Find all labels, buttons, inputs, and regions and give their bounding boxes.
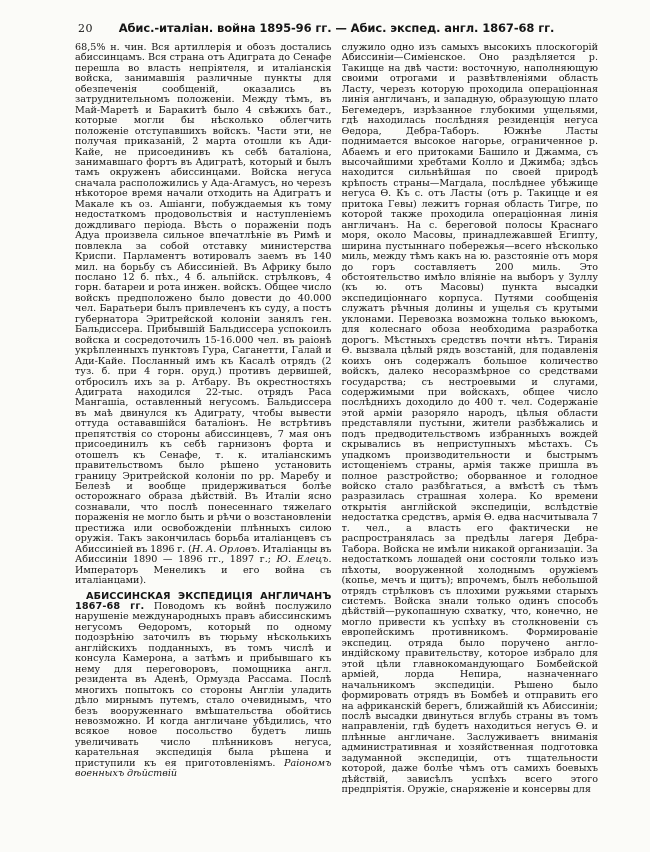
text-segment: Ю. Елецъ. xyxy=(276,554,332,566)
text-segment: Италіанцы въ Абиссиніи 1890 — 1896 гг., 1897 г.; xyxy=(75,543,332,566)
page-content xyxy=(75,43,598,795)
text-segment: Императоръ Менеликъ и его война съ италіанцами). xyxy=(75,564,332,587)
paragraph xyxy=(75,43,332,587)
paragraph xyxy=(75,592,332,780)
text-segment: Поводомъ къ войнѣ послужило нарушеніе международныхъ правъ абиссинскимъ негусомъ Ѳедоромъ, который по одному подозрѣнію заточилъ въ тюрьму нѣсколькихъ англійскихъ подданныхъ, въ томъ числѣ и консула Камерона, а затѣмъ и прибывшаго къ нему для переговоровъ, помощника англ. резидента въ Аденѣ, Ормузда Рассама. Послѣ многихъ попытокъ со стороны Англіи уладить дѣло мирнымъ путемъ, стало очевиднымъ, что безъ вооруженнаго вмѣшательства обойтись невозможно. И когда англичане убѣдились, что всякое новое посольство будетъ лишь увеличивать число плѣнниковъ негуса, карательная экспедиція была рѣшена и приступили къ ея приготовленіямъ. xyxy=(75,601,332,769)
page-number: 20 xyxy=(78,22,93,35)
running-head xyxy=(75,21,598,37)
text-segment: АБИССИНСКАЯ ЭКСПЕДИЦІЯ АНГЛИЧАНЪ 1867-68 гг. xyxy=(75,590,332,613)
left-column xyxy=(75,43,332,795)
text-segment: Раіономъ военныхъ дѣйствій xyxy=(75,757,332,780)
text-segment: Н. А. Орловъ. xyxy=(191,543,261,555)
page-header-title: Абис.-италіан. война 1895-96 гг. — Абис. экспед. англ. 1867-68 гг. xyxy=(118,21,555,35)
right-column xyxy=(342,43,599,795)
text-segment: служило одно изъ самыхъ высокихъ плоскогорій Абиссиніи—Симіенское. Оно раздѣляется р. Такицце на двѣ части: восточную, наполняющую своими отрогами и развѣтвленіями область Ласту, черезъ которую проходила операціонная линія англичанъ, и западную, образующую плато Бегемедеръ, изрѣзанное глубокими ущельями, гдѣ находилась послѣдняя резиденція негуса Ѳедора, Дебра-Таборъ. Южнѣе Ласты поднимается высокое нагорье, ограниченное р. Абаемъ и его притоками Башило и Джамма, съ высочайшими хребтами Колло и Джимба; здѣсь находится сильнѣйшая по своей природѣ крѣпость страны—Магдала, послѣднее убѣжище негуса Ѳ. Къ с. отъ Ласты (отъ р. Такицце и ея притока Гевы) лежитъ горная область Тигре, по которой также проходила операціонная линія англичанъ. На с. береговой полосы Краснаго моря, около Масовы, принадлежавшей Египту, ширина пустыннаго побережья—всего нѣсколько миль, между тѣмъ какъ на ю. разстояніе отъ моря до горъ составляетъ 200 миль. Это обстоятельство имѣло вліяніе на выборъ у Зуллу (къ ю. отъ Масовы) пункта высадки экспедиціоннаго корпуса. Путями сообщенія служатъ рѣчныя долины и ущелья съ крутыми уклонами. Перевозка возможна только вьюкомъ, для колеснаго обоза необходима разработка дорогъ. Мѣстныхъ средствъ почти нѣтъ. Тиранія Ѳ. вызвала цѣлый рядъ возстаній, для подавленія коихъ онъ содержалъ большое количество войскъ, далеко несоразмѣрное со средствами государства; съ нестроевыми и слугами, содержимыми при войскахъ, общее число послѣднихъ доходило до 400 т. чел. Содержаніе этой арміи разоряло народъ, цѣлыя области представляли пустыни, жители разбѣжались и подъ предводительствомъ избранныхъ вождей скрывались въ неприступныхъ мѣстахъ. Съ упадкомъ производительности и быстрымъ истощеніемъ страны, армія также пришла въ полное разстройство; оборванное и голодное войско стало разбѣгаться, а вмѣстѣ съ тѣмъ разразилась страшная холера. Ко времени открытія англійской экспедиціи, вслѣдствіе недостатка средствъ, армія Ѳ. едва насчитывала 7 т. чел., а власть его фактически не распространялась за предѣлы лагеря Дебра-Табора. Войска не имѣли никакой организаціи. За недостаткомъ лошадей они состояли только изъ пѣхоты, вооруженной холоднымъ оружіемъ (копье, мечъ и щитъ); впрочемъ, былъ небольшой отрядъ стрѣлковъ съ плохими ружьями старыхъ системъ. Войска знали только одинъ способъ дѣйствій—рукопашную схватку, что, конечно, не могло привести къ успѣху въ столкновеніи съ европейскимъ противникомъ. Формированіе экспедиц. отряда было поручено англо-индійскому правительству, которое избрало для этой цѣли главнокомандующаго Бомбейской арміей, лорда Непира, назначеннаго начальникомъ экспедиціи. Рѣшено было формировать отрядъ въ Бомбеѣ и отправить его на африканскій берегъ, ближайшій къ Абиссиніи; послѣ высадки двинуться вглубь страны въ томъ направленіи, гдѣ будетъ находиться негусъ Ѳ. и плѣнные англичане. Заслуживаетъ вниманія административная и хозяйственная подготовка задуманной экспедиціи, отъ тщательности которой, даже болѣе чѣмъ отъ самихъ боевыхъ дѣйствій, зависѣлъ успѣхъ всего этого предпріятія. Оружіе, снаряженіе и консервы для xyxy=(341,43,598,795)
paragraph xyxy=(342,43,599,795)
text-segment: 68,5% н. чин. Вся артиллерія и обозъ достались абиссинцамъ. Вся страна отъ Адиграта до Сенафе перешла во власть непріятеля, и италіанскія войска, занимавшія различные пункты для обезпеченія сообщеній, оказались въ затруднительномъ положеніи. Между тѣмъ, въ Май-Маретѣ и Баракитѣ было 4 свѣжихъ бат., которые могли бы нѣсколько облегчить положеніе отступавшихъ войскъ. Части эти, не получая приказаній, 2 марта отошли къ Ади-Кайе, не присоединивъ къ себѣ баталіона, занимавшаго фортъ въ Адигратѣ, который и былъ тамъ окруженъ абиссинцами. Войска негуса сначала расположились у Ада-Агамусъ, но черезъ нѣкоторое время начали отходить на Адигратъ и Макале къ оз. Ашіанги, побуждаемыя къ тому недостаткомъ продовольствія и наступленіемъ дождливаго періода. Вѣсть о пораженіи подъ Адуа произвела сильное впечатлѣніе въ Римѣ и повлекла за собой отставку министерства Криспи. Парламентъ вотировалъ заемъ въ 140 мил. на борьбу съ Абиссиніей. Въ Африку было послано 12 б. пѣх., 4 б. альпійск. стрѣлковъ, 4 горн. батареи и рота инжен. войскъ. Общее число войскъ предположено было довести до 40.000 чел. Баратьери былъ привлеченъ къ суду, а постъ губернатора Эритрейской колоніи занялъ ген. Бальдиссера. Прибывшій Бальдиссера успокоилъ войска и сосредоточилъ 15-16.000 чел. въ раіонѣ укрѣпленныхъ пунктовъ Гура, Саганетти, Галай и Ади-Кайе. Посланный имъ къ Касалѣ отрядъ (2 туз. б. при 4 горн. оруд.) противъ дервишей, отбросилъ ихъ за р. Атбару. Въ окрестностяхъ Адиграта находился 22-тыс. отрядъ Раса Мангашіа, оставленный негусомъ. Бальдиссера въ маѣ двинулся къ Адиграту, чтобы вывести оттуда остававшійся баталіонъ. Не встрѣтивъ препятствія со стороны абиссинцевъ, 7 мая онъ присоединилъ къ себѣ гарнизонъ форта и отошелъ къ Сенафе, т. к. италіанскимъ правительствомъ было рѣшено установить границу Эритрейской колоніи по рр. Маребу и Белезѣ и вообще придерживаться болѣе осторожнаго образа дѣйствій. Въ Италіи ясно сознавали, что послѣ понесеннаго тяжелаго пораженія не могло быть и рѣчи о возстановленіи престижа или освобожденіи плѣнныхъ силою оружія. Такъ закончилась борьба италіанцевъ съ Абиссиніей въ 1896 г. ( xyxy=(75,43,332,555)
